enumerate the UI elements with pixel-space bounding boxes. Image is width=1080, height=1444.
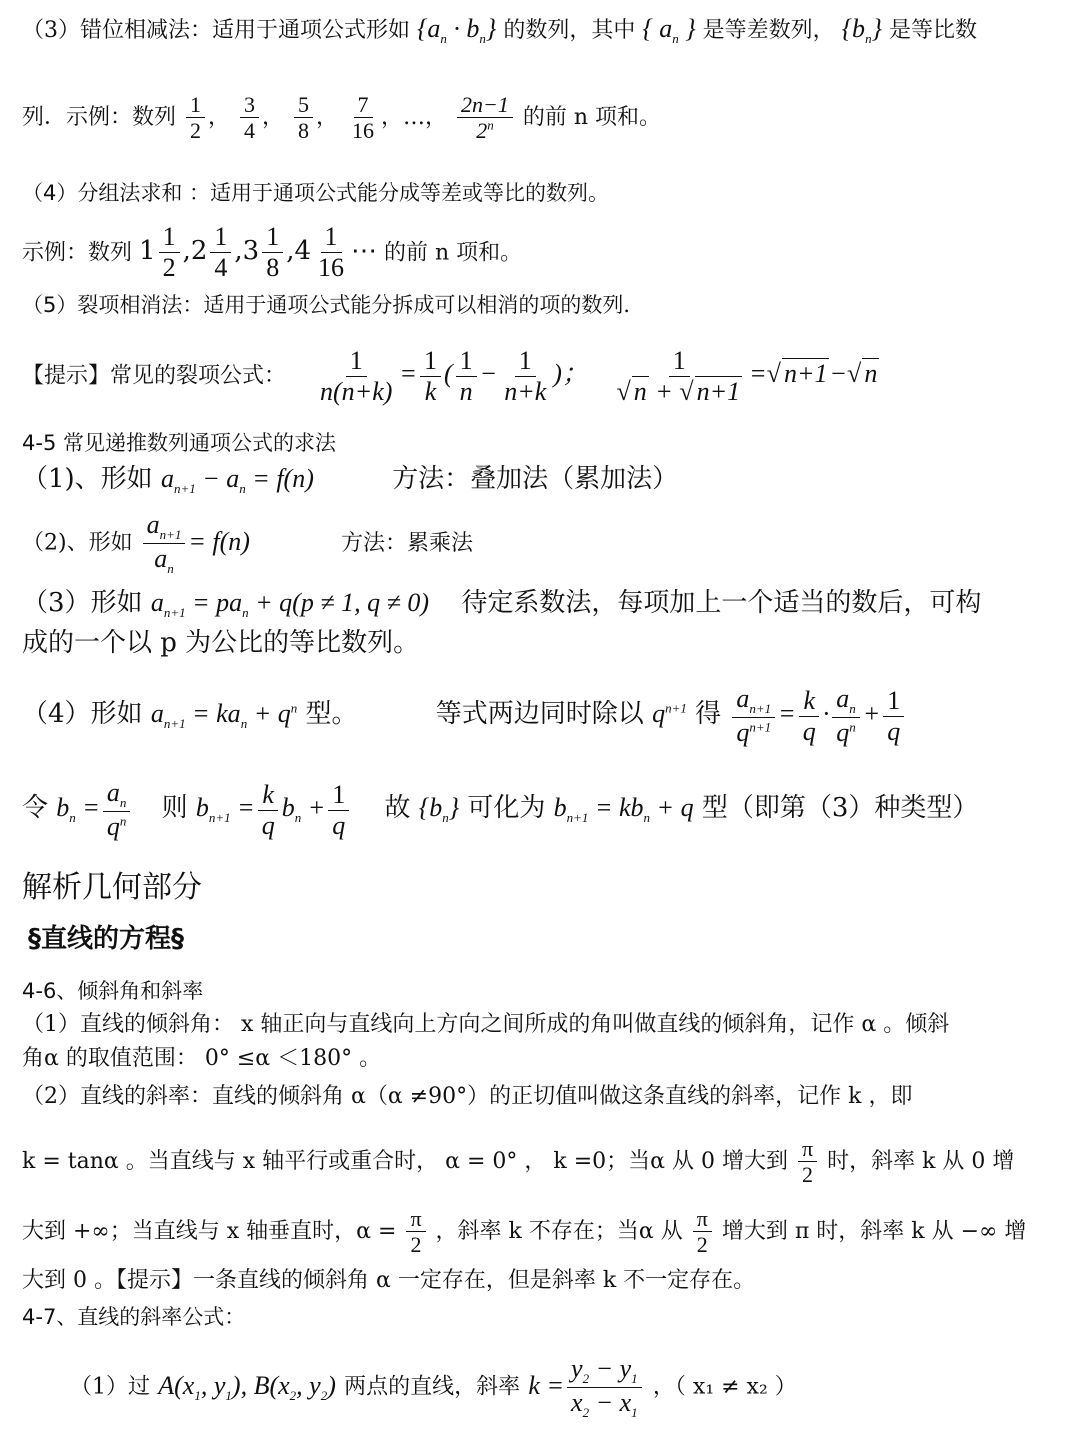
formula-r3: $a_{n+1} = pa_n + q(p \ne 1$, q ≠ 0) bbox=[150, 588, 430, 621]
formula-r4-divided: $\frac{a_{n+1}}{q^{n+1}}$ = $\frac{k}{q}$ · $\frac{a_n}{q^n}$ + $\frac{1}{q}$ bbox=[729, 699, 907, 728]
formula-q-power: $q^{n+1}$ bbox=[652, 698, 687, 728]
let-so: 故 bbox=[384, 792, 411, 823]
formula-bn-recur: $b_{n+1}$ = $\frac{k}{q}$ $b_n$ + $\frac{1}{q}$ bbox=[196, 793, 352, 822]
let-tail: 可化为 bbox=[467, 792, 546, 823]
tip-label: 【提示】常见的裂项公式： bbox=[22, 363, 287, 389]
r4-pre: （4）形如 bbox=[22, 698, 143, 729]
p3a: k = tanα 。当直线与 x 轴平行或重合时， α = 0° ， k =0；当α 从 0 增大到 bbox=[22, 1148, 788, 1174]
formula-r2: $\frac{a_{n+1}}{a_n}$ = f(n) bbox=[140, 527, 250, 556]
p3b: 时，斜率 k 从 0 增 bbox=[827, 1148, 1015, 1174]
r1-method: 方法：叠加法（累加法） bbox=[392, 464, 679, 494]
r1-pre: （1)、形如 bbox=[22, 464, 153, 494]
p3-line bbox=[22, 1136, 1014, 1188]
r3-cont: 成的一个以 p 为公比的等比数列。 bbox=[22, 628, 420, 658]
mixed-number-seq: 1 $\frac{1}{2}$ ,2 $\frac{1}{4}$ ,3 $\frac{1}{8}$ ,4 $\frac{1}{16}$ ⋯ bbox=[139, 222, 377, 282]
p4-line bbox=[22, 1206, 1026, 1258]
r4-type: 型。 bbox=[305, 698, 358, 729]
r4-method: 等式两边同时除以 bbox=[435, 698, 644, 729]
formula-points: $A(x_1$, $y_1$), $B(x_2$, $y_2$) bbox=[158, 1370, 336, 1403]
f1-pre: （1）过 bbox=[70, 1374, 150, 1400]
frac-3-4: $\frac{3}{4}$ bbox=[240, 92, 259, 144]
frac-1-2: $\frac{1}{2}$ bbox=[186, 92, 205, 144]
r3-pre: （3）形如 bbox=[22, 588, 143, 618]
sec46: 4-6、倾斜角和斜率 bbox=[22, 979, 204, 1003]
s3-example-line: 列．示例：数列 $\frac{1}{2}$ ， $\frac{3}{4}$ ， $\frac{5}{8}$ ， $\frac{7}{16}$ ，…， $\frac{2n-1}{2^n}$ 的前 n 项和。 bbox=[22, 92, 662, 144]
sec45: 4-5 常见递推数列通项公式的求法 bbox=[22, 431, 336, 455]
s3-end: 是等比数 bbox=[888, 18, 977, 43]
r2-method: 方法：累乘法 bbox=[340, 530, 473, 556]
r2-line bbox=[22, 510, 473, 577]
p4c: 增大到 π 时，斜率 k 从 −∞ 增 bbox=[721, 1218, 1027, 1244]
formula-slope: k = $\frac{y_2 - y_1}{x_2 - x_1}$ bbox=[528, 1371, 644, 1400]
s3-mid2: 是等差数列， bbox=[702, 18, 835, 43]
formula-bn-def: $b_n$ = $\frac{a_n}{q^n}$ bbox=[56, 793, 133, 822]
frac-7-16: $\frac{7}{16}$ bbox=[352, 92, 375, 144]
s4-tail: 的前 n 项和。 bbox=[384, 240, 523, 266]
f1-line bbox=[70, 1354, 797, 1421]
let-then: 则 bbox=[161, 792, 188, 823]
f1-mid: 两点的直线，斜率 bbox=[344, 1374, 521, 1400]
let-pre: 令 bbox=[22, 792, 49, 823]
formula-bn-set: $\{b_n\}$ bbox=[841, 14, 882, 47]
s5-title: （5）裂项相消法：适用于通项公式能分拆成可以相消的项的数列． bbox=[22, 293, 645, 317]
f1-tail: ，（ x₁ ≠ x₂ ） bbox=[652, 1374, 797, 1400]
s4-example: 示例：数列 bbox=[22, 240, 133, 266]
frac-pi-2b: $\frac{\pi}{2}$ bbox=[406, 1206, 425, 1258]
frac-pi-2c: $\frac{\pi}{2}$ bbox=[693, 1206, 712, 1258]
p1b: 角α 的取值范围： 0° ≤α ＜180° 。 bbox=[22, 1046, 382, 1071]
let-line bbox=[22, 778, 978, 842]
formula-an-set: { $a_n$ } bbox=[642, 14, 696, 47]
formula-bn-set2: $\{b_n\}$ bbox=[418, 792, 460, 826]
s3-tail: 的前 n 项和。 bbox=[522, 104, 662, 130]
heading-analytic-geometry: 解析几何部分 bbox=[22, 870, 202, 905]
s4-title: （4）分组法求和 ：适用于通项公式能分成等差或等比的数列。 bbox=[22, 181, 610, 205]
formula-bn-linear: $b_{n+1} = kb_n + q$ bbox=[553, 792, 694, 826]
let-end: 型（即第（3）种类型） bbox=[701, 792, 979, 823]
s3-cont: 列．示例：数列 bbox=[22, 104, 177, 130]
tip-line bbox=[22, 346, 879, 407]
p2: （2）直线的斜率：直线的倾斜角 α（α ≠90°）的正切值叫做这条直线的斜率，记作 k ，即 bbox=[22, 1084, 913, 1109]
s3-line bbox=[22, 14, 977, 54]
frac-general: $\frac{2n-1}{2^n}$ bbox=[457, 92, 513, 144]
frac-5-8: $\frac{5}{8}$ bbox=[294, 92, 313, 144]
sec47: 4-7、直线的斜率公式： bbox=[22, 1305, 246, 1329]
r1-line bbox=[22, 464, 678, 504]
r3-method: 待定系数法，每项加上一个适当的数后，可构 bbox=[461, 588, 982, 618]
formula-r4: $a_{n+1} = ka_n + q^n$ bbox=[150, 698, 298, 732]
formula-anbn: $\{a_n \cdot b_n\}$ bbox=[417, 14, 497, 47]
frac-pi-2: $\frac{\pi}{2}$ bbox=[798, 1136, 817, 1188]
formula-r1: $a_{n+1} - a_n = f(n)$ bbox=[160, 464, 314, 497]
p5: 大到 0 。【提示】一条直线的倾斜角 α 一定存在，但是斜率 k 不一定存在。 bbox=[22, 1268, 756, 1293]
r4-de: 得 bbox=[695, 698, 722, 729]
r3-line bbox=[22, 588, 981, 628]
formula-split: $\frac{1}{n(n+k)}$ = $\frac{1}{k}$ ( $\frac{1}{n}$ − $\frac{1}{n+k}$ )； $\frac{1}{√ n + √ n+1}$ =√ n+1−√ n bbox=[320, 346, 878, 406]
s3-mid: 的数列，其中 bbox=[503, 18, 636, 43]
heading-line-equation: §直线的方程§ bbox=[28, 924, 185, 954]
r4-line bbox=[22, 684, 907, 748]
p4a: 大到 +∞；当直线与 x 轴垂直时，α = bbox=[22, 1218, 397, 1244]
s3-title: （3）错位相减法：适用于通项公式形如 bbox=[22, 18, 410, 43]
s4-example-line bbox=[22, 222, 522, 283]
p4b: ，斜率 k 不存在；当α 从 bbox=[435, 1218, 683, 1244]
r2-pre: （2)、形如 bbox=[22, 530, 133, 556]
p1: （1）直线的倾斜角： x 轴正向与直线向上方向之间所成的角叫做直线的倾斜角，记作 α 。倾斜 bbox=[22, 1012, 950, 1037]
